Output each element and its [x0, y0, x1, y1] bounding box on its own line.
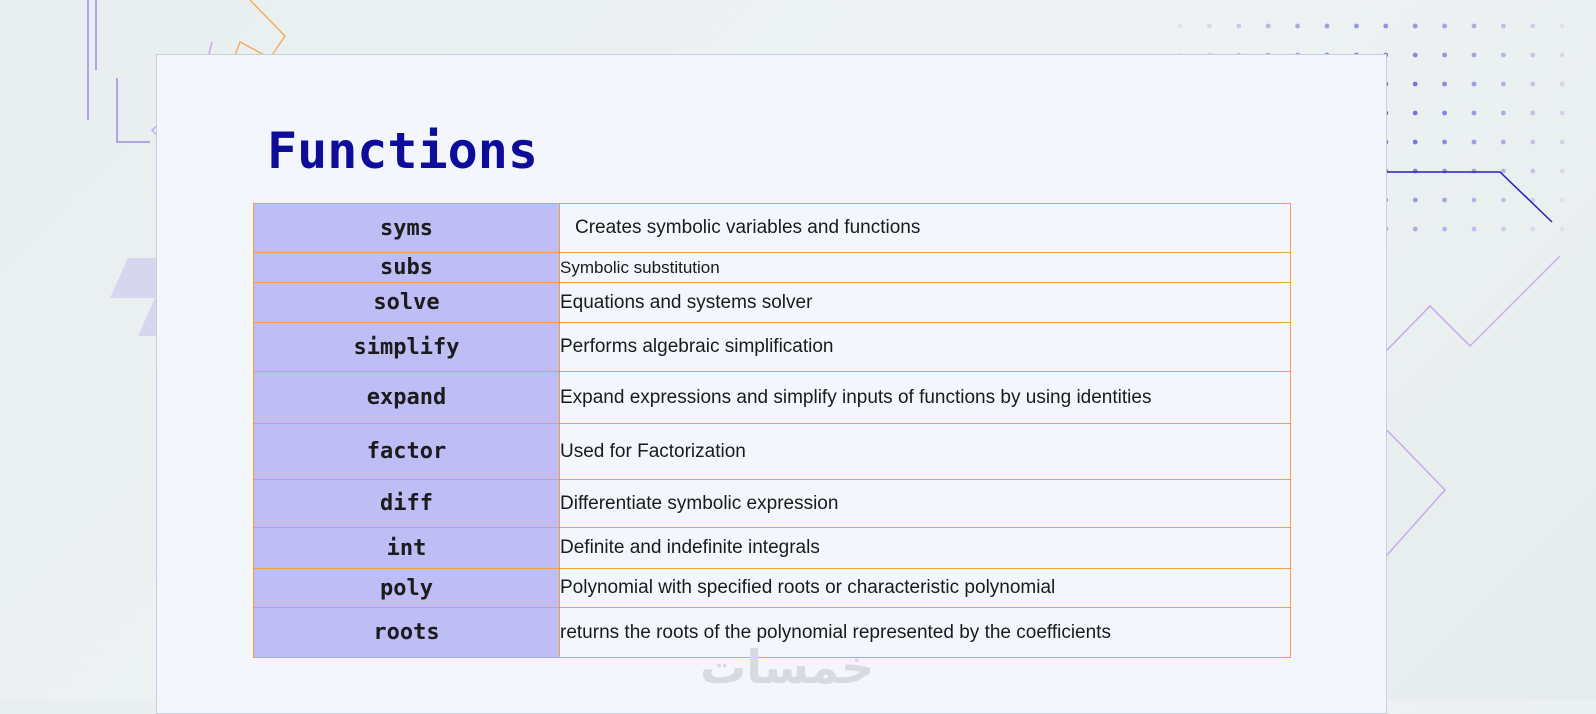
grid-dot — [1472, 198, 1477, 203]
grid-dot — [1442, 24, 1447, 29]
grid-dot — [1295, 24, 1300, 29]
function-description: Creates symbolic variables and functions — [560, 204, 1291, 253]
grid-dot — [1472, 24, 1477, 29]
grid-dot — [1560, 24, 1565, 29]
grid-dot — [1442, 227, 1447, 232]
table-row — [254, 424, 1291, 480]
grid-dot — [1530, 227, 1535, 232]
table-row — [254, 569, 1291, 608]
grid-dot — [1266, 24, 1271, 29]
grid-dot — [1413, 24, 1418, 29]
page-title: Functions — [267, 122, 538, 180]
grid-dot — [1530, 53, 1535, 58]
grid-dot — [1413, 198, 1418, 203]
grid-dot — [1560, 169, 1565, 174]
function-name: int — [254, 528, 560, 569]
function-description: Differentiate symbolic expression — [560, 480, 1291, 528]
function-description: Performs algebraic simplification — [560, 323, 1291, 372]
function-name: expand — [254, 372, 560, 424]
table-row — [254, 253, 1291, 283]
function-description: Polynomial with specified roots or characteristic polynomial — [560, 569, 1291, 608]
grid-dot — [1560, 198, 1565, 203]
table-row — [254, 283, 1291, 323]
grid-dot — [1472, 82, 1477, 87]
function-name: simplify — [254, 323, 560, 372]
grid-dot — [1178, 24, 1183, 29]
grid-dot — [1383, 24, 1388, 29]
grid-dot — [1442, 111, 1447, 116]
grid-dot — [1530, 82, 1535, 87]
function-name: roots — [254, 608, 560, 658]
grid-dot — [1442, 53, 1447, 58]
grid-dot — [1501, 53, 1506, 58]
function-name: factor — [254, 424, 560, 480]
function-description: Symbolic substitution — [560, 253, 1291, 283]
grid-dot — [1560, 227, 1565, 232]
function-description: Used for Factorization — [560, 424, 1291, 480]
function-description: Definite and indefinite integrals — [560, 528, 1291, 569]
grid-dot — [1472, 111, 1477, 116]
function-name: diff — [254, 480, 560, 528]
grid-dot — [1413, 140, 1418, 145]
table-row — [254, 372, 1291, 424]
grid-dot — [1413, 53, 1418, 58]
grid-dot — [1530, 111, 1535, 116]
grid-dot — [1501, 140, 1506, 145]
grid-dot — [1472, 53, 1477, 58]
function-description: Expand expressions and simplify inputs of functions by using identities — [560, 372, 1291, 424]
grid-dot — [1207, 24, 1212, 29]
grid-dot — [1442, 140, 1447, 145]
functions-table — [253, 203, 1291, 658]
grid-dot — [1501, 227, 1506, 232]
grid-dot — [1501, 24, 1506, 29]
function-name: syms — [254, 204, 560, 253]
function-name: poly — [254, 569, 560, 608]
grid-dot — [1472, 140, 1477, 145]
grid-dot — [1530, 169, 1535, 174]
grid-dot — [1560, 53, 1565, 58]
circuit-line-left-blue — [88, 0, 150, 142]
function-description: Equations and systems solver — [560, 283, 1291, 323]
grid-dot — [1442, 198, 1447, 203]
grid-dot — [1354, 24, 1359, 29]
grid-dot — [1530, 24, 1535, 29]
table-row — [254, 528, 1291, 569]
grid-dot — [1530, 140, 1535, 145]
grid-dot — [1325, 24, 1330, 29]
grid-dot — [1413, 111, 1418, 116]
function-name: subs — [254, 253, 560, 283]
grid-dot — [1472, 227, 1477, 232]
table-row — [254, 480, 1291, 528]
grid-dot — [1560, 82, 1565, 87]
grid-dot — [1442, 82, 1447, 87]
function-description: returns the roots of the polynomial represented by the coefficients — [560, 608, 1291, 658]
grid-dot — [1413, 82, 1418, 87]
watermark-text: خمسات — [700, 640, 875, 694]
grid-dot — [1501, 198, 1506, 203]
table-row — [254, 204, 1291, 253]
grid-dot — [1501, 82, 1506, 87]
grid-dot — [1413, 227, 1418, 232]
grid-dot — [1560, 140, 1565, 145]
grid-dot — [1236, 24, 1241, 29]
grid-dot — [1560, 111, 1565, 116]
function-name: solve — [254, 283, 560, 323]
table-row — [254, 323, 1291, 372]
grid-dot — [1501, 111, 1506, 116]
